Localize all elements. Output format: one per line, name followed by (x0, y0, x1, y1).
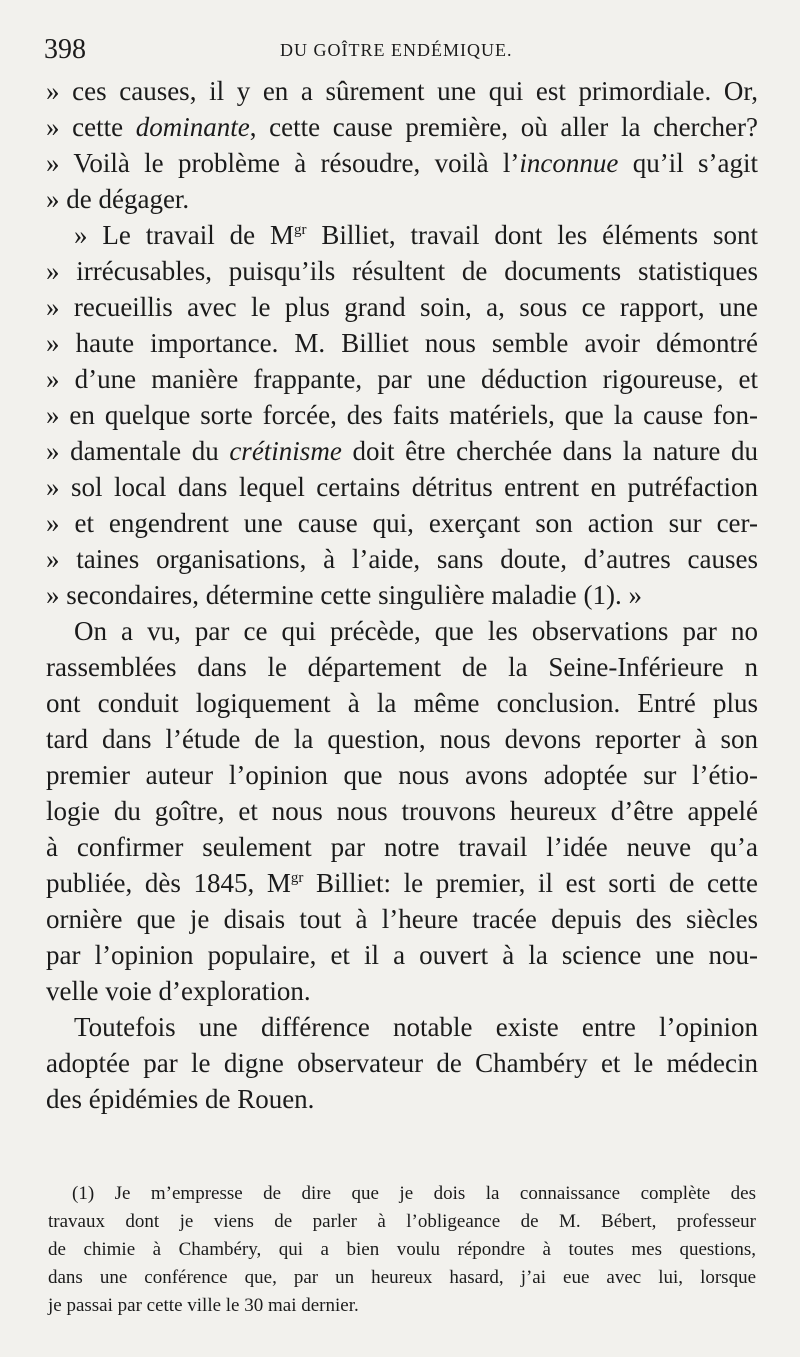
footnote-line: dans une conférence que, par un heureux hasard, j’ai eue avec lui, lorsque (48, 1267, 756, 1288)
text-line: » ces causes, il y en a sûrement une qui est primordiale. Or, (46, 76, 758, 106)
text-line: ornière que je disais tout à l’heure tracée depuis des siècles (46, 904, 758, 934)
footnote-line: (1) Je m’empresse de dire que je dois la connaissance complète des (72, 1183, 756, 1204)
main-text (46, 73, 758, 1117)
text-line: » cette dominante, cette cause première, où aller la chercher? (46, 112, 758, 142)
italic-term: crétinisme (229, 436, 342, 466)
text-line: adoptée par le digne observateur de Chambéry et le médecin (46, 1048, 758, 1078)
footnote-line: de chimie à Chambéry, qui a bien voulu répondre à toutes mes questions, (48, 1239, 756, 1260)
text-line: par l’opinion populaire, et il a ouvert à la science une nou- (46, 940, 758, 970)
text-line: premier auteur l’opinion que nous avons adoptée sur l’étio- (46, 760, 758, 790)
running-title: DU GOÎTRE ENDÉMIQUE. (280, 40, 513, 60)
text-line: publiée, dès 1845, $M^{gr}$ Billiet: le premier, il est sorti de cette (46, 868, 758, 898)
text-line: » d’une manière frappante, par une déduction rigoureuse, et (46, 364, 758, 394)
text-line: Toutefois une différence notable existe entre l’opinion (74, 1012, 758, 1042)
page-number: 398 (44, 34, 86, 65)
superscript: gr (293, 222, 307, 238)
text-line: » sol local dans lequel certains détritus entrent en putréfaction (46, 472, 758, 502)
text-line: velle voie d’exploration. (46, 976, 311, 1006)
text-line: » haute importance. M. Billiet nous semble avoir démontré (46, 328, 758, 358)
italic-term: inconnue (519, 148, 619, 178)
superscript: gr (290, 870, 304, 886)
text-line: » taines organisations, à l’aide, sans doute, d’autres causes (46, 544, 758, 574)
text-line: rassemblées dans le département de la Seine-Inférieure n (46, 652, 758, 682)
text-line: On a vu, par ce qui précède, que les observations par no (74, 616, 758, 646)
italic-term: dominante (135, 112, 250, 142)
text-line: » secondaires, détermine cette singulière maladie (1). » (46, 580, 643, 610)
text-line: ont conduit logiquement à la même conclusion. Entré plus (46, 688, 758, 718)
page-header (44, 30, 756, 70)
text-line: des épidémies de Rouen. (46, 1084, 315, 1114)
text-line: » et engendrent une cause qui, exerçant son action sur cer- (46, 508, 758, 538)
text-line: » de dégager. (46, 184, 190, 214)
text-line: à confirmer seulement par notre travail l’idée neuve qu’a (46, 832, 758, 862)
text-line: » en quelque sorte forcée, des faits matériels, que la cause fon- (46, 400, 758, 430)
text-line: » damentale du crétinisme doit être cherchée dans la nature du (46, 436, 758, 466)
footnote (48, 1180, 756, 1320)
text-line: » irrécusables, puisqu’ils résultent de documents statistiques (46, 256, 758, 286)
text-line: tard dans l’étude de la question, nous devons reporter à son (46, 724, 758, 754)
footnote-line: travaux dont je viens de parler à l’obligeance de M. Bébert, professeur (48, 1211, 756, 1232)
text-line: » recueillis avec le plus grand soin, a, sous ce rapport, une (46, 292, 758, 322)
text-line: » Le travail de $M^{gr}$ Billiet, travail dont les éléments sont (74, 220, 758, 250)
text-line: » Voilà le problème à résoudre, voilà l’inconnue qu’il s’agit (46, 148, 758, 178)
text-line: logie du goître, et nous nous trouvons heureux d’être appelé (46, 796, 758, 826)
footnote-line: je passai par cette ville le 30 mai dernier. (48, 1295, 359, 1316)
